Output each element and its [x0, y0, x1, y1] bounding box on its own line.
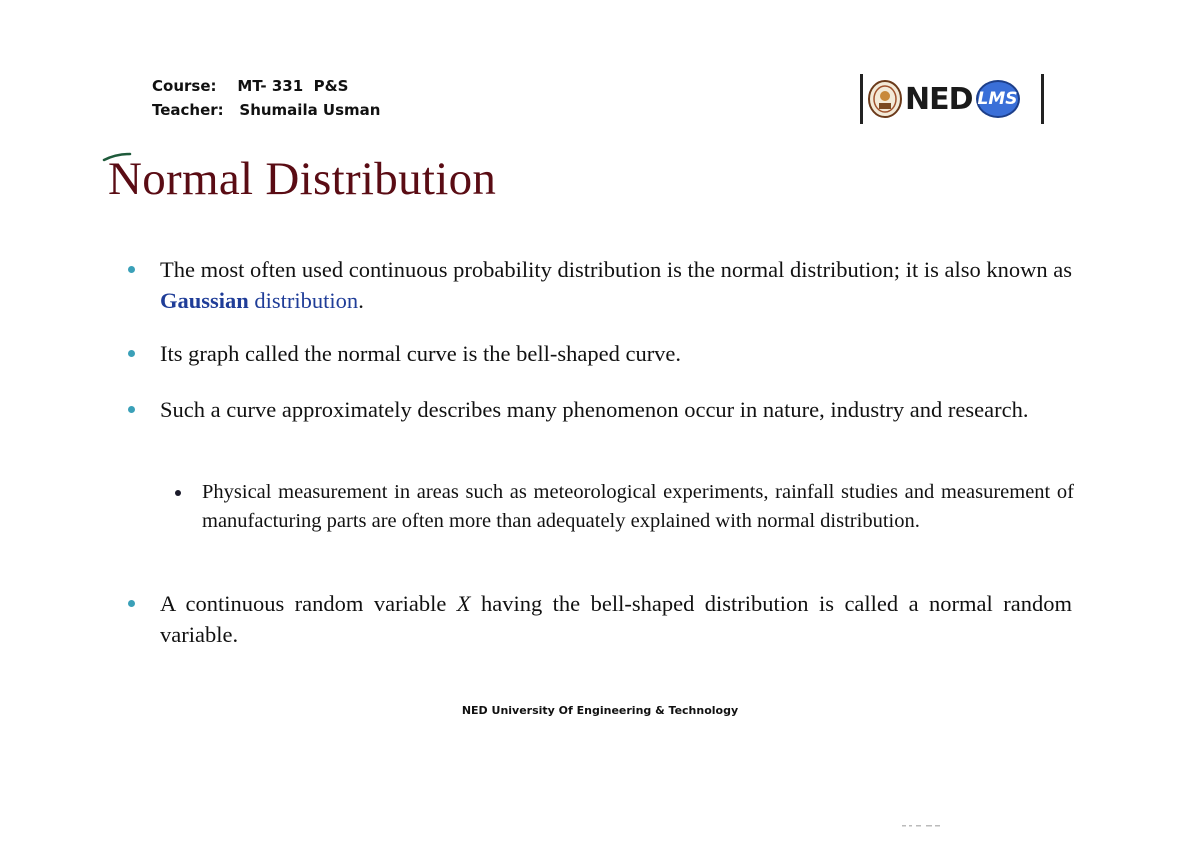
- bullet-dot: [128, 600, 135, 607]
- bullet-4-text-b: having the bell-shaped distribution is called a normal random variable.: [160, 591, 1072, 647]
- random-variable-x: X: [456, 591, 471, 616]
- course-label: Course:: [152, 77, 217, 95]
- bullet-3-text: Such a curve approximately describes many phenomenon occur in nature, industry and research.: [160, 397, 1029, 422]
- bullet-4-text-a: A continuous random variable: [160, 591, 457, 616]
- bullet-3: [160, 394, 1072, 425]
- slide-title: Normal Distribution: [108, 153, 497, 205]
- bullet-2: [160, 338, 1072, 369]
- logo-lms-badge: LMS: [976, 80, 1020, 118]
- bullet-dot: [128, 266, 135, 273]
- teacher-value: Shumaila Usman: [239, 101, 381, 119]
- course-value: MT- 331 P&S: [237, 77, 349, 95]
- bullet-1-text: The most often used continuous probability distribution is the normal distribution; it is also known as: [160, 257, 1072, 282]
- bullet-4: [160, 588, 1072, 650]
- sub-bullet-1-text: Physical measurement in areas such as meteorological experiments, rainfall studies and measurement of manufacturing parts are often more than adequately explained with normal distribution.: [202, 481, 1074, 532]
- bullet-2-text: Its graph called the normal curve is the bell-shaped curve.: [160, 341, 682, 366]
- bullet-dot: [128, 350, 135, 357]
- sub-bullet-dot: [175, 490, 181, 496]
- teacher-line: [152, 98, 380, 122]
- bullet-dot: [128, 406, 135, 413]
- university-seal-icon: [867, 79, 903, 119]
- teacher-label: Teacher:: [152, 101, 224, 119]
- distribution-term: distribution: [248, 288, 359, 313]
- page-number-mark: [902, 824, 942, 828]
- gaussian-term: Gaussian: [160, 288, 249, 313]
- bullet-1: [160, 254, 1072, 316]
- footer-institution: NED University Of Engineering & Technology: [461, 704, 739, 717]
- sub-bullet-1: [202, 478, 1074, 536]
- bullet-1-end: .: [358, 288, 364, 313]
- logo-ned-text: NED: [905, 81, 973, 117]
- ned-lms-logo: [860, 74, 1044, 124]
- course-info: [152, 74, 380, 122]
- course-line: [152, 74, 380, 98]
